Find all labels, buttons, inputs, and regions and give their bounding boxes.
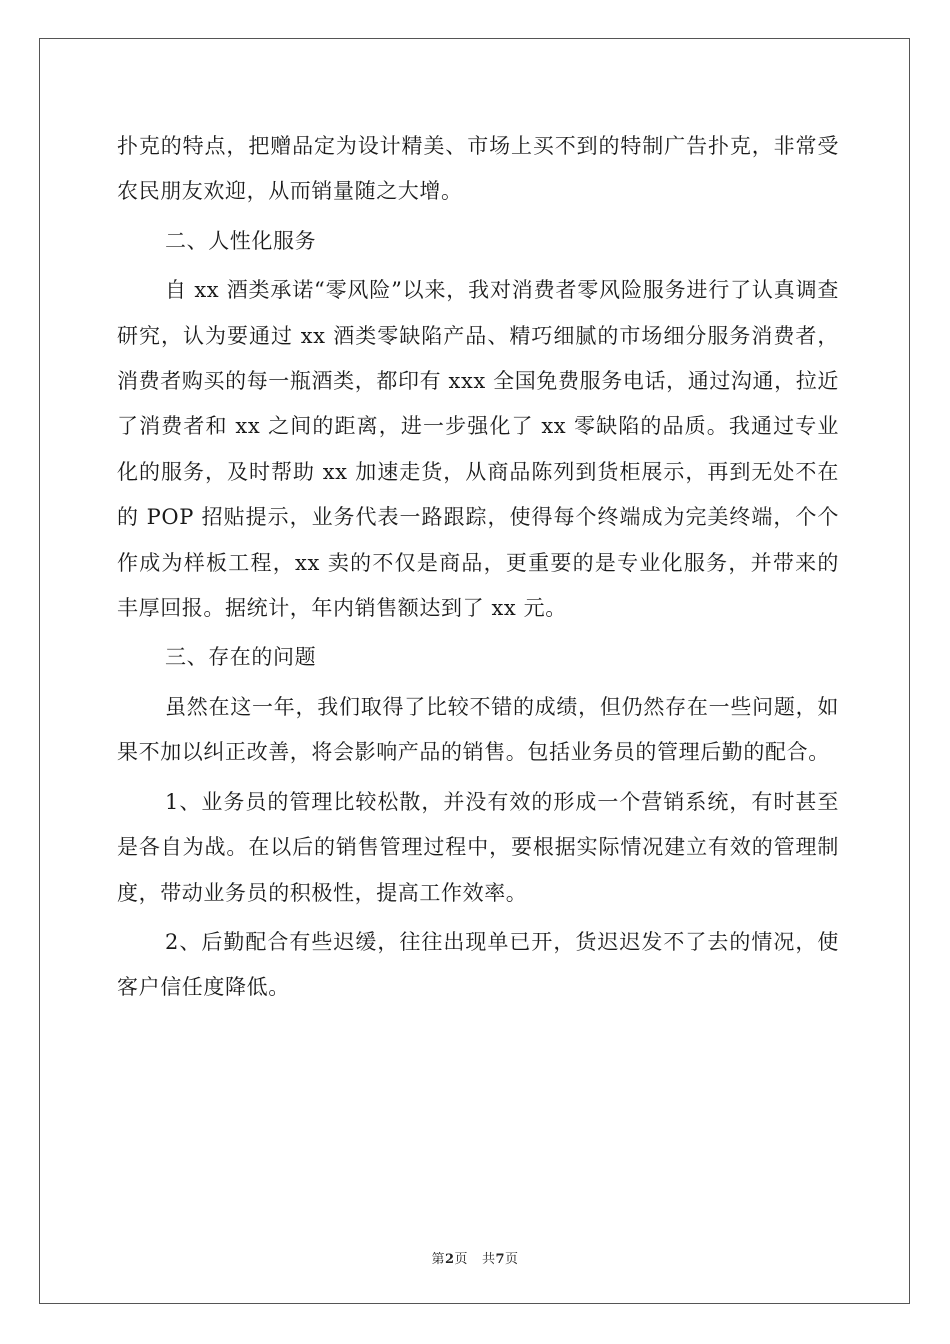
document-body (117, 124, 839, 1011)
section-heading-existing-problems: 三、存在的问题 (165, 645, 317, 670)
page-total: 7 (495, 1252, 506, 1267)
paragraph-problem-1: 1、业务员的管理比较松散，并没有效的形成一个营销系统，有时甚至是各自为战。在以后的销售管理过程中，要根据实际情况建立有效的管理制度，带动业务员的积极性，提高工作效率。 (117, 789, 839, 905)
paragraph-problem-2: 2、后勤配合有些迟缓，往往出现单已开，货迟迟发不了去的情况，使客户信任度降低。 (117, 929, 839, 1000)
total-suffix: 页 (505, 1252, 519, 1267)
page-suffix: 页 (454, 1252, 469, 1267)
page-prefix: 第 (431, 1252, 445, 1267)
page-footer (0, 1248, 950, 1267)
page-current: 2 (444, 1252, 455, 1267)
section-heading-humanized-service: 二、人性化服务 (165, 228, 317, 253)
total-prefix: 共 (481, 1252, 496, 1267)
paragraph-problems-intro: 虽然在这一年，我们取得了比较不错的成绩，但仍然存在一些问题，如果不加以纠正改善，将会影响产品的销售。包括业务员的管理后勤的配合。 (117, 694, 839, 765)
paragraph-continuation: 扑克的特点，把赠品定为设计精美、市场上买不到的特制广告扑克，非常受农民朋友欢迎，从而销量随之大增。 (117, 134, 839, 204)
paragraph-zero-risk-service: 自 xx 酒类承诺“零风险”以来，我对消费者零风险服务进行了认真调查研究，认为要通过 xx 酒类零缺陷产品、精巧细腻的市场细分服务消费者，消费者购买的每一瓶酒类，都印有 xxx 全国免费服务电话，通过沟通，拉近了消费者和 xx 之间的距离，进一步强化了 xx 零缺陷的品质。我通过专业化的服务，及时帮助 xx 加速走货，从商品陈列到货柜展示，再到无处不在的 POP 招贴提示，业务代表一路跟踪，使得每个终端成为完美终端，个个作成为样板工程，xx 卖的不仅是商品，更重要的是专业化服务，并带来的丰厚回报。据统计，年内销售额达到了 xx 元。 (117, 278, 839, 621)
